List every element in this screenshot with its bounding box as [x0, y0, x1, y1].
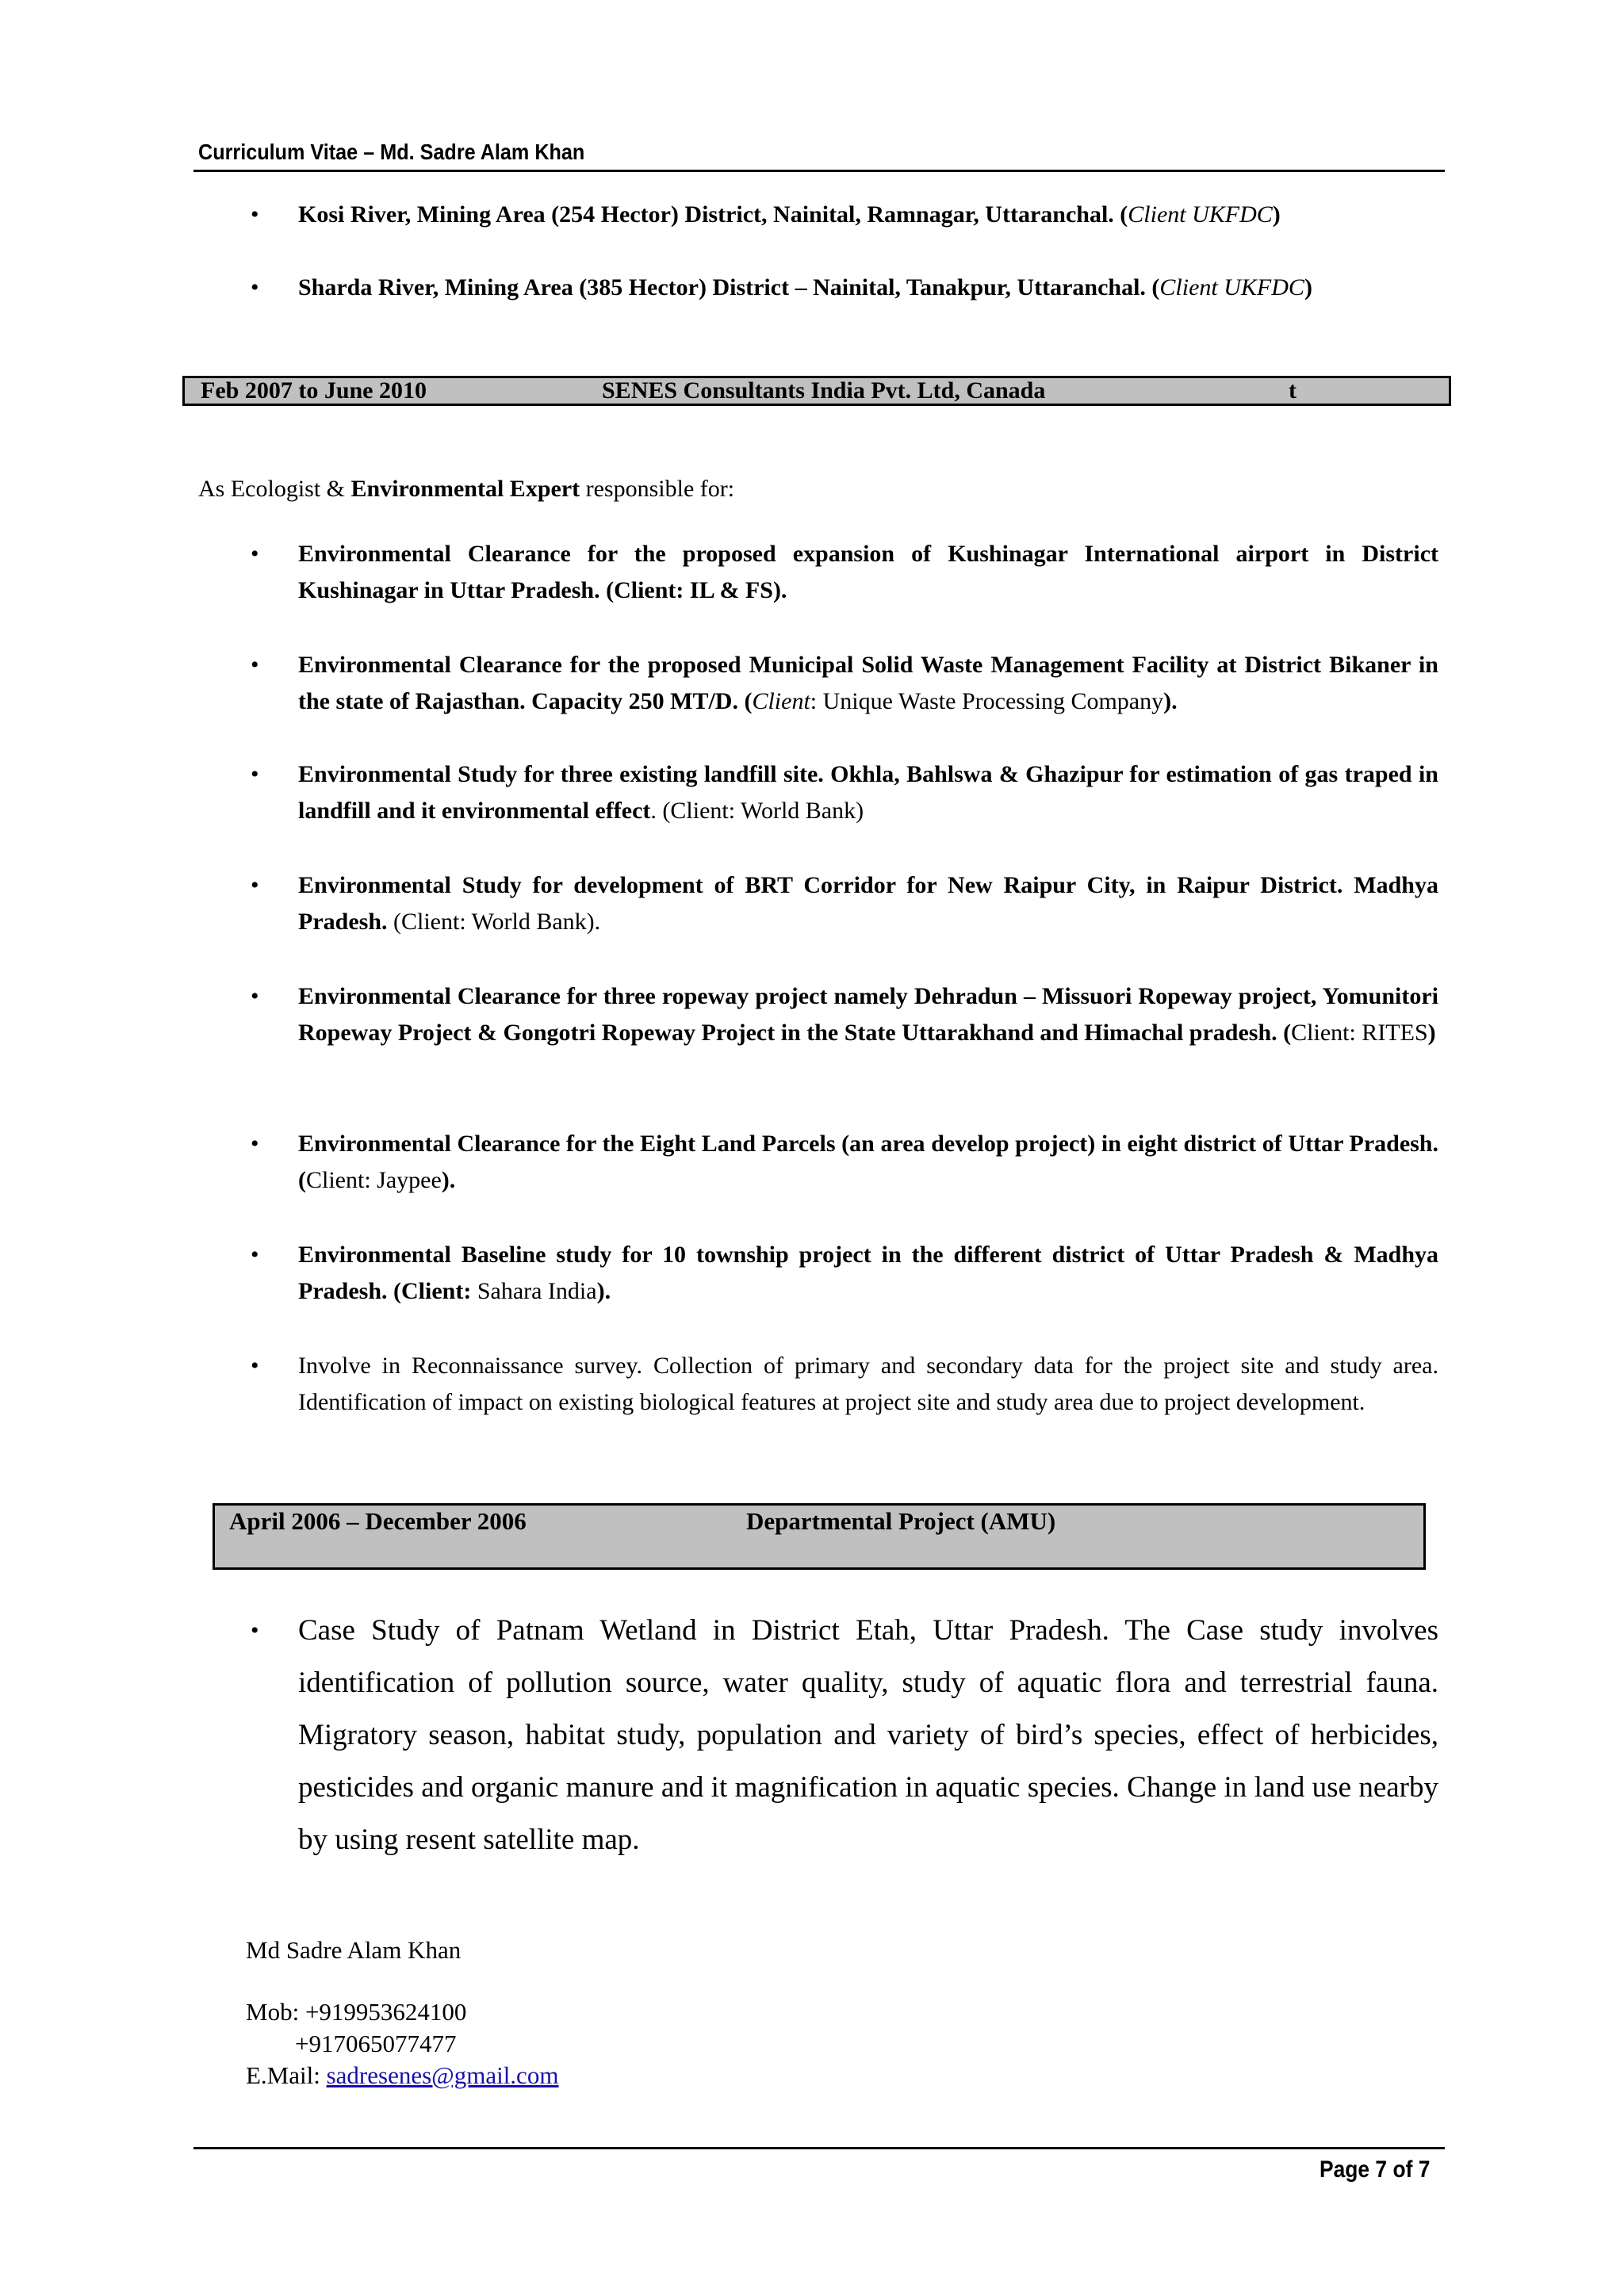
- bullet-icon: •: [251, 274, 259, 300]
- bullet-icon: •: [251, 1131, 259, 1157]
- job-header-bar: [182, 376, 1451, 406]
- email-link[interactable]: sadresenes@gmail.com: [326, 2061, 559, 2089]
- header-rule: [193, 170, 1445, 172]
- footer-rule: [193, 2147, 1445, 2149]
- list-item: • Environmental Study for development of BRT Corridor for New Raipur City, in Raipur District. Madhya Pradesh. (Client: World Bank).: [298, 867, 1438, 940]
- bullet-icon: •: [251, 1242, 259, 1268]
- bullet-icon: •: [251, 872, 259, 898]
- dept-project-bar: [213, 1503, 1426, 1570]
- bullet-icon: •: [251, 1617, 259, 1644]
- list-item: • Environmental Baseline study for 10 township project in the different district of Uttar Pradesh & Madhya Pradesh. (Client: Sahara India).: [298, 1237, 1438, 1310]
- job-period: Feb 2007 to June 2010: [201, 377, 427, 404]
- list-item: • Environmental Clearance for three ropeway project namely Dehradun – Missuori Ropeway project, Yomunitori Ropeway Project & Gongotri Ropeway Project in the State Uttarakhand and Himachal pradesh. (Client: RITES): [298, 978, 1438, 1051]
- page-number: Page 7 of 7: [1320, 2156, 1431, 2183]
- mobile-line-2: +917065077477: [295, 2030, 457, 2057]
- list-item: • Kosi River, Mining Area (254 Hector) District, Nainital, Ramnagar, Uttaranchal. (Client UKFDC): [298, 197, 1438, 233]
- bullet-icon: •: [251, 1353, 259, 1379]
- list-item: • Environmental Study for three existing landfill site. Okhla, Bahlswa & Ghazipur for estimation of gas traped in landfill and it environmental effect. (Client: World Bank): [298, 756, 1438, 829]
- bullet-icon: •: [251, 201, 259, 228]
- list-item: • Involve in Reconnaissance survey. Collection of primary and secondary data for the project site and study area. Identification of impact on existing biological features at project site and study area due to project development.: [298, 1348, 1438, 1421]
- list-item: • Sharda River, Mining Area (385 Hector) District – Nainital, Tanakpur, Uttaranchal. (Client UKFDC): [298, 270, 1438, 306]
- job-trailing-char: t: [1289, 377, 1297, 404]
- bullet-icon: •: [251, 983, 259, 1009]
- email-line: E.Mail: sadresenes@gmail.com: [246, 2061, 559, 2089]
- list-item: • Environmental Clearance for the proposed Municipal Solid Waste Management Facility at District Bikaner in the state of Rajasthan. Capacity 250 MT/D. (Client: Unique Waste Processing Company).: [298, 647, 1438, 720]
- case-study-item: • Case Study of Patnam Wetland in District Etah, Uttar Pradesh. The Case study involves identification of pollution source, water quality, study of aquatic flora and terrestrial fauna. Migratory season, habitat study, population and variety of bird’s species, effect of herbicides, pesticides and organic manure and it magnification in aquatic species. Change in land use nearby by using resent satellite map.: [298, 1605, 1438, 1866]
- job-company: SENES Consultants India Pvt. Ltd, Canada: [602, 377, 1046, 404]
- list-item: • Environmental Clearance for the Eight Land Parcels (an area develop project) in eight district of Uttar Pradesh. (Client: Jaypee).: [298, 1126, 1438, 1199]
- bullet-icon: •: [251, 652, 259, 678]
- page-header-title: Curriculum Vitae – Md. Sadre Alam Khan: [198, 140, 585, 164]
- mobile-line-1: Mob: +919953624100: [246, 1998, 467, 2026]
- dept-name: Departmental Project (AMU): [746, 1507, 1056, 1535]
- signature-name: Md Sadre Alam Khan: [246, 1936, 462, 1964]
- bullet-icon: •: [251, 761, 259, 787]
- dept-period: April 2006 – December 2006: [229, 1507, 527, 1535]
- list-item: • Environmental Clearance for the proposed expansion of Kushinagar International airport in District Kushinagar in Uttar Pradesh. (Client: IL & FS).: [298, 536, 1438, 609]
- bullet-icon: •: [251, 541, 259, 567]
- role-intro: As Ecologist & Environmental Expert responsible for:: [198, 476, 735, 502]
